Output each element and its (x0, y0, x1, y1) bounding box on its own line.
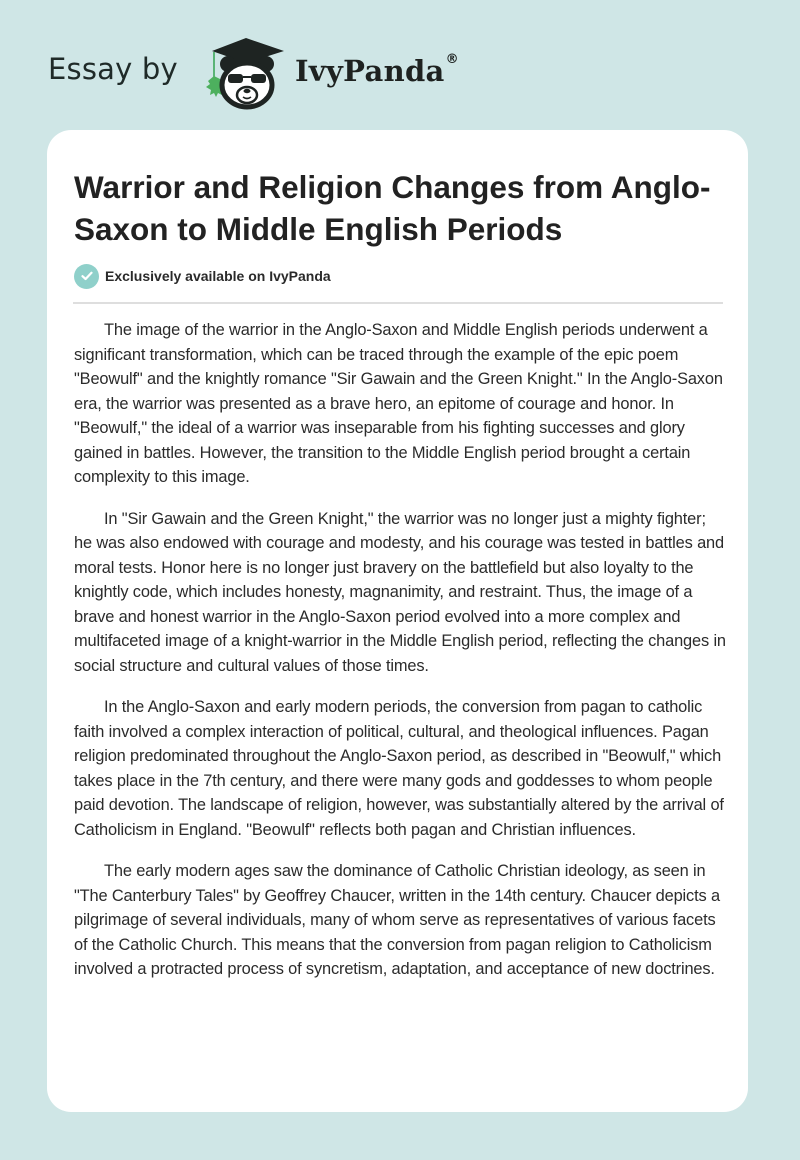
site-header (0, 0, 800, 120)
registered-mark: ® (445, 52, 459, 67)
title-divider (73, 302, 723, 304)
brand-name: IvyPanda (295, 54, 445, 88)
essay-paragraph: The early modern ages saw the dominance of Catholic Christian ideology, as seen in "The Canterbury Tales" by Geoffrey Chaucer, written in the 14th century. Chaucer depicts a pilgrimage of several individuals, many of whom serve as representatives of various facets of the Catholic Church. This means that the conversion from pagan religion to Catholicism involved a protracted process of syncretism, adaptation, and acceptance of new doctrines. (74, 862, 720, 978)
essay-paragraph: In the Anglo-Saxon and early modern periods, the conversion from pagan to catholic faith involved a complex interaction of political, cultural, and theological influences. Pagan religion predominated throughout the Anglo-Saxon period, as described in "Beowulf," which takes place in the 7th century, and there were many gods and goddesses to whom people paid devotion. The landscape of religion, however, was substantially altered by the arrival of Catholicism in England. "Beowulf" reflects both pagan and Christian influences. (74, 698, 724, 839)
essay-paragraph: In "Sir Gawain and the Green Knight," the warrior was no longer just a mighty fighter; he was also endowed with courage and modesty, and his courage was tested in battles and moral tests. Honor here is no longer just bravery on the battlefield but also loyalty to the knightly code, which includes honesty, magnanimity, and restraint. Thus, the image of a brave and honest warrior in the Anglo-Saxon period evolved into a more complex and multifaceted image of a knight-warrior in the Middle English period, reflecting the changes in social structure and cultural values of those times. (74, 509, 726, 675)
essay-paragraph: The image of the warrior in the Anglo-Saxon and Middle English periods underwent a significant transformation, which can be traced through the example of the epic poem "Beowulf" and the knightly romance "Sir Gawain and the Green Knight." In the Anglo-Saxon era, the warrior was presented as a brave hero, an epitome of courage and honor. In "Beowulf," the ideal of a warrior was inseparable from his fighting successes and glory gained in battles. However, the transition to the Middle English period brought a certain complexity to this image. (74, 321, 723, 486)
brand-wordmark[interactable] (295, 54, 459, 88)
essay-card (47, 130, 748, 1112)
check-circle-icon (74, 264, 99, 289)
page-title: Warrior and Religion Changes from Anglo-Saxon to Middle English Periods (74, 169, 711, 247)
exclusive-badge (74, 264, 331, 288)
essay-body (74, 318, 726, 999)
essay-by-label: Essay by (48, 52, 178, 86)
exclusive-label: Exclusively available on IvyPanda (105, 268, 331, 284)
panda-graduate-logo-icon[interactable] (200, 34, 292, 110)
